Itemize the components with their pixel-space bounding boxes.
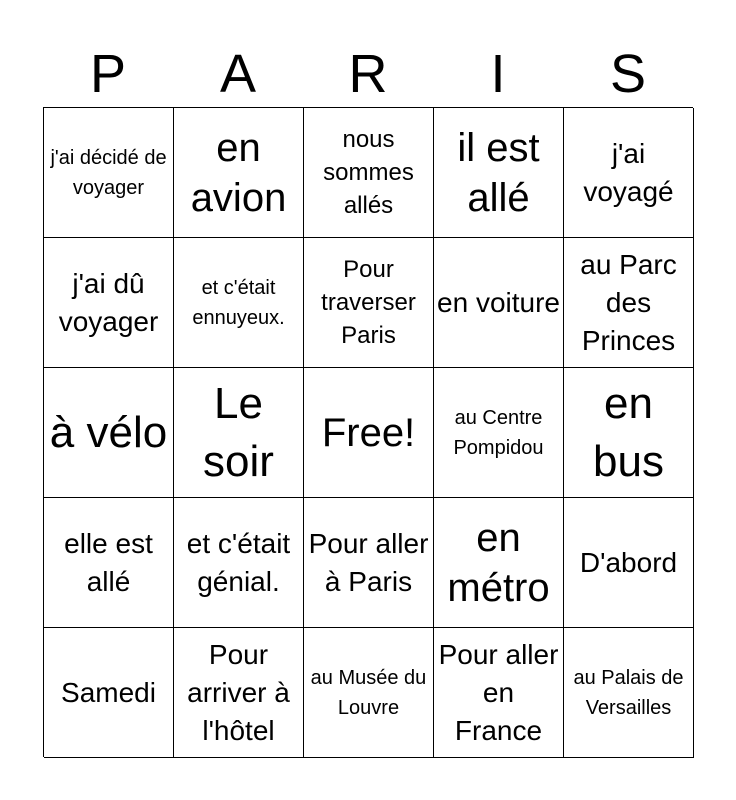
bingo-cell-text: en avion	[190, 125, 287, 220]
bingo-cell-text: elle est allé	[64, 527, 153, 597]
bingo-cell-text: j'ai décidé de voyager	[50, 146, 167, 199]
bingo-cell[interactable]	[44, 238, 174, 368]
bingo-cell[interactable]	[174, 498, 304, 628]
bingo-cell-text: Pour traverser Paris	[321, 256, 416, 349]
bingo-cell[interactable]	[434, 628, 564, 758]
bingo-cell[interactable]	[44, 628, 174, 758]
bingo-cell[interactable]	[304, 628, 434, 758]
bingo-cell-text: j'ai voyagé	[583, 137, 674, 207]
bingo-cell-text: nous sommes allés	[323, 126, 414, 219]
bingo-cell-text: Pour arriver à l'hôtel	[187, 638, 290, 746]
bingo-cell-text: en bus	[593, 378, 664, 486]
bingo-cell-text: au Palais de Versailles	[573, 666, 684, 719]
bingo-grid	[43, 107, 693, 757]
bingo-cell[interactable]	[174, 628, 304, 758]
bingo-cell-text: j'ai dû voyager	[58, 267, 159, 337]
bingo-cell[interactable]	[564, 108, 694, 238]
bingo-cell[interactable]	[174, 238, 304, 368]
bingo-header	[43, 42, 693, 106]
bingo-cell-text: en métro	[447, 515, 550, 610]
bingo-cell[interactable]	[174, 368, 304, 498]
bingo-cell-text: au Centre Pompidou	[453, 406, 544, 459]
header-letter-a: A	[219, 44, 257, 104]
bingo-cell-text: Pour aller à Paris	[308, 527, 429, 597]
bingo-cell[interactable]	[564, 498, 694, 628]
bingo-cell-text: Samedi	[61, 676, 156, 708]
bingo-cell[interactable]	[304, 238, 434, 368]
bingo-cell[interactable]	[434, 108, 564, 238]
bingo-cell[interactable]	[564, 628, 694, 758]
bingo-cell-text: et c'était génial.	[186, 527, 291, 597]
bingo-cell[interactable]	[174, 108, 304, 238]
bingo-cell-text: au Parc des Princes	[580, 248, 677, 356]
bingo-cell-text: et c'était ennuyeux.	[192, 276, 285, 329]
bingo-cell[interactable]	[304, 498, 434, 628]
bingo-cell-text: Le soir	[203, 378, 274, 486]
bingo-cell-text: Pour aller en France	[438, 638, 559, 746]
bingo-cell[interactable]	[564, 238, 694, 368]
bingo-cell[interactable]	[434, 498, 564, 628]
header-letter-s: S	[609, 44, 647, 104]
header-letter-p: P	[89, 44, 127, 104]
bingo-cell[interactable]	[304, 108, 434, 238]
bingo-cell[interactable]	[434, 238, 564, 368]
bingo-cell[interactable]	[564, 368, 694, 498]
bingo-cell-text: D'abord	[579, 546, 678, 578]
bingo-cell-text: au Musée du Louvre	[310, 666, 427, 719]
bingo-cell[interactable]	[434, 368, 564, 498]
bingo-cell[interactable]	[44, 108, 174, 238]
bingo-cell-text: à vélo	[49, 407, 168, 457]
bingo-cell-text: en voiture	[437, 286, 560, 318]
bingo-cell[interactable]	[44, 368, 174, 498]
bingo-cell[interactable]	[44, 498, 174, 628]
bingo-cell-free[interactable]	[304, 368, 434, 498]
header-letter-i: I	[490, 44, 506, 104]
bingo-cell-text: il est allé	[457, 125, 540, 220]
bingo-cell-text: Free!	[321, 410, 416, 455]
header-letter-r: R	[348, 44, 388, 104]
